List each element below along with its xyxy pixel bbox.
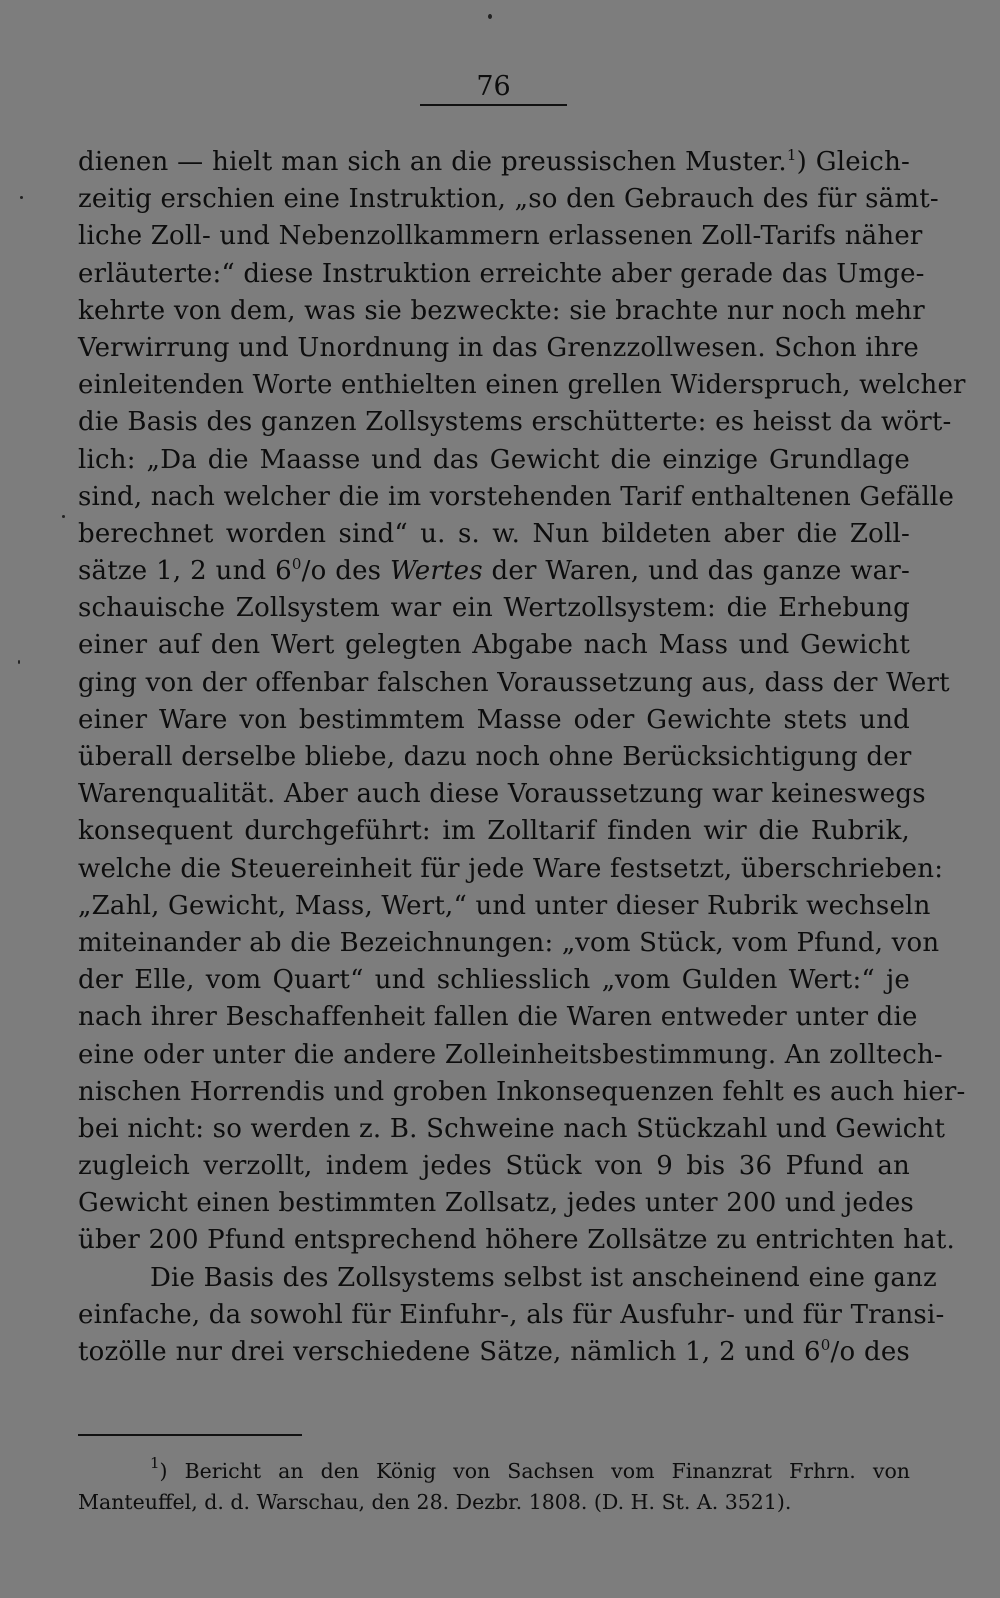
scan-speck	[488, 14, 492, 19]
text-line: nach ihrer Beschaffenheit fallen die Waren entweder unter die	[78, 1002, 918, 1033]
percent-superscript: 0	[820, 1336, 831, 1354]
footnote-marker: 1	[150, 1454, 160, 1472]
text-line: lich: „Da die Maasse und das Gewicht die einzige Grundlage	[78, 444, 910, 475]
text-segment: sätze 1, 2 und 6	[78, 556, 292, 587]
text-line: einleitenden Worte enthielten einen grellen Widerspruch, welcher	[78, 370, 966, 401]
text-line	[78, 553, 910, 590]
text-line: „Zahl, Gewicht, Mass, Wert,“ und unter dieser Rubrik wechseln	[78, 890, 931, 921]
scan-speck	[18, 660, 20, 664]
footnote-divider	[78, 1434, 302, 1436]
footnote-line	[78, 1456, 910, 1487]
text-line: einer Ware von bestimmtem Masse oder Gewichte stets und	[78, 704, 910, 735]
footnote-marker: 1	[786, 146, 797, 164]
text-line: Warenqualität. Aber auch diese Voraussetzung war keineswegs	[78, 779, 926, 810]
text-line: miteinander ab die Bezeichnungen: „vom Stück, vom Pfund, von	[78, 927, 940, 958]
text-line: liche Zoll- und Nebenzollkammern erlassenen Zoll-Tarifs näher	[78, 221, 923, 252]
text-line: welche die Steuereinheit für jede Ware festsetzt, überschrieben:	[78, 853, 944, 884]
text-line: konsequent durchgeführt: im Zolltarif finden wir die Rubrik,	[78, 816, 910, 847]
text-line: der Elle, vom Quart“ und schliesslich „vom Gulden Wert:“ je	[78, 965, 910, 996]
body-text	[78, 144, 966, 1371]
text-line: die Basis des ganzen Zollsystems erschütterte: es heisst da wört-	[78, 407, 952, 438]
text-line: über 200 Pfund entsprechend höhere Zollsätze zu entrichten hat.	[78, 1225, 955, 1256]
text-line: nischen Horrendis und groben Inkonsequenzen fehlt es auch hier-	[78, 1076, 966, 1107]
scan-speck	[62, 515, 65, 518]
text-line: sind, nach welcher die im vorstehenden Tarif enthaltenen Gefälle	[78, 481, 955, 512]
text-segment: /o des	[830, 1337, 910, 1367]
scan-speck	[20, 196, 23, 199]
text-line: eine oder unter die andere Zolleinheitsbestimmung. An zolltech-	[78, 1039, 943, 1070]
paragraph-first-line: Die Basis des Zollsystems selbst ist anscheinend eine ganz	[150, 1262, 937, 1293]
text-line: Gewicht einen bestimmten Zollsatz, jedes unter 200 und jedes	[78, 1188, 914, 1219]
text-line: erläuterte:“ diese Instruktion erreichte aber gerade das Umge-	[78, 258, 925, 289]
text-line	[78, 144, 910, 181]
text-line: einfache, da sowohl für Einfuhr-, als für Ausfuhr- und für Transi-	[78, 1299, 945, 1330]
text-line: überall derselbe bliebe, dazu noch ohne Berücksichtigung der	[78, 742, 912, 772]
text-line: einer auf den Wert gelegten Abgabe nach Mass und Gewicht	[78, 630, 910, 661]
page-number: 76	[420, 70, 567, 106]
footnote-line: Manteuffel, d. d. Warschau, den 28. Dezbr. 1808. (D. H. St. A. 3521).	[78, 1490, 792, 1514]
text-line: berechnet worden sind“ u. s. w. Nun bildeten aber die Zoll-	[78, 518, 910, 549]
footnote-text: ) Bericht an den König von Sachsen vom Finanzrat Frhrn. von	[159, 1459, 910, 1483]
text-segment: der Waren, und das ganze war-	[482, 556, 910, 587]
text-segment: ) Gleich-	[796, 147, 910, 177]
text-line: zugleich verzollt, indem jedes Stück von 9 bis 36 Pfund an	[78, 1151, 910, 1182]
text-segment: /o des	[301, 556, 390, 587]
text-line: schauische Zollsystem war ein Wertzollsystem: die Erhebung	[78, 593, 910, 624]
text-line	[78, 1334, 910, 1371]
text-line: bei nicht: so werden z. B. Schweine nach Stückzahl und Gewicht	[78, 1113, 946, 1144]
text-line: zeitig erschien eine Instruktion, „so den Gebrauch des für sämt-	[78, 184, 939, 215]
footnotes	[78, 1456, 910, 1518]
text-line: ging von der offenbar falschen Voraussetzung aus, dass der Wert	[78, 667, 950, 698]
text-segment: dienen — hielt man sich an die preussischen Muster.	[78, 147, 787, 177]
percent-superscript: 0	[291, 555, 302, 574]
text-line: kehrte von dem, was sie bezweckte: sie brachte nur noch mehr	[78, 295, 925, 326]
text-segment: tozölle nur drei verschiedene Sätze, nämlich 1, 2 und 6	[78, 1337, 821, 1367]
emphasis-text: Wertes	[389, 556, 483, 587]
text-line: Verwirrung und Unordnung in das Grenzzollwesen. Schon ihre	[78, 332, 919, 363]
